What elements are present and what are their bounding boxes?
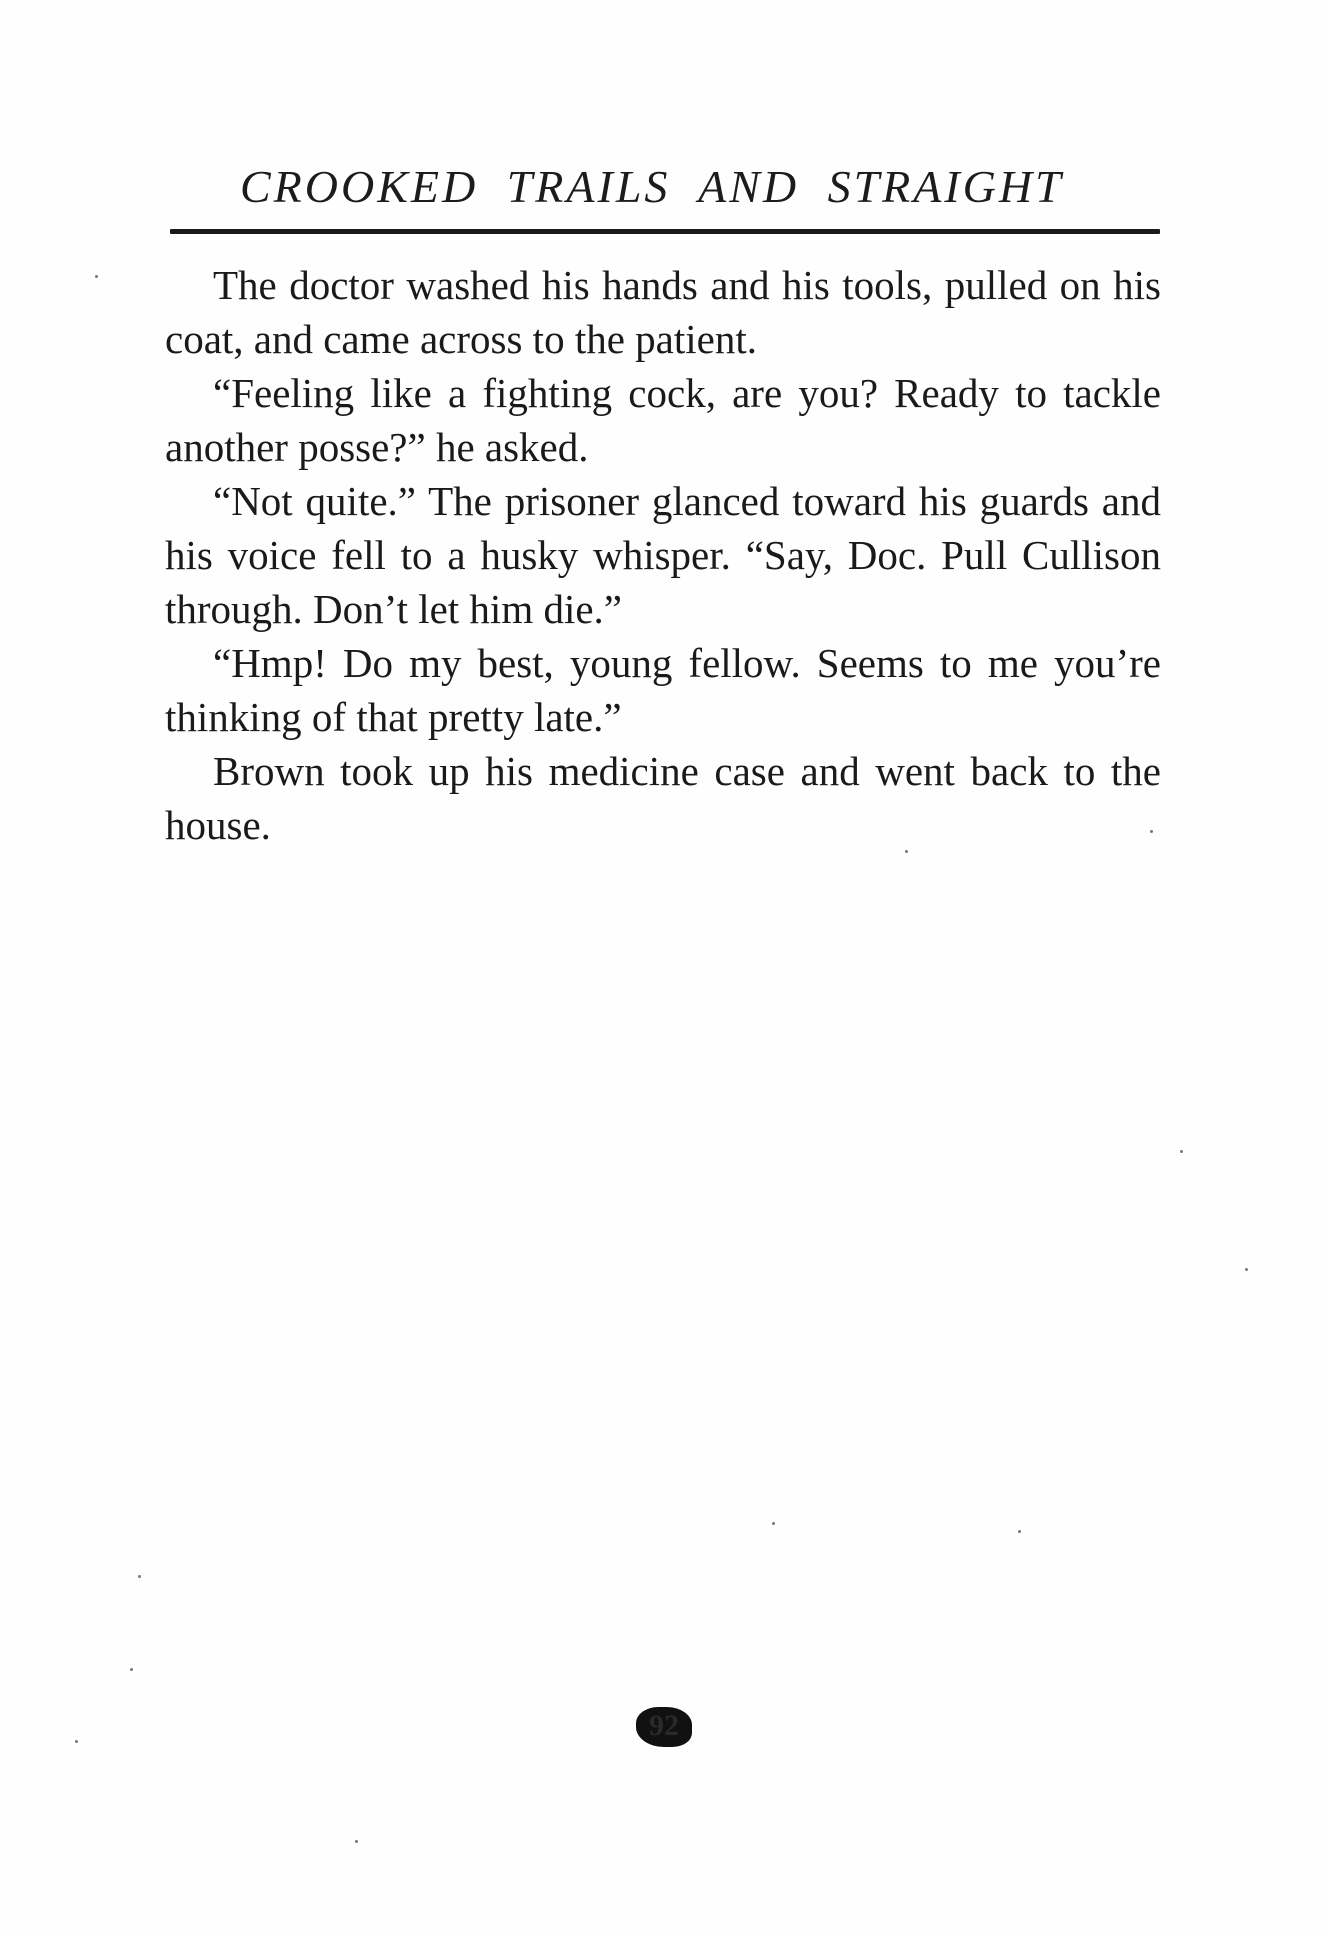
header-rule [170,229,1160,234]
scan-speck [1150,830,1153,833]
paragraph: The doctor washed his hands and his tools, pulled on his coat, and came across to the patient. [165,262,1161,362]
paragraph: “Feeling like a fighting cock, are you? Ready to tackle another posse?” he asked. [165,370,1161,470]
scan-speck [1018,1530,1021,1533]
page-number: 92 [649,1709,679,1742]
paragraph: Brown took up his medicine case and went back to the house. [165,748,1161,848]
scan-speck [772,1522,775,1525]
running-head-title: CROOKED TRAILS AND STRAIGHT [240,161,1064,212]
body-text [165,258,1161,852]
scan-speck [130,1668,133,1671]
scan-speck [905,850,908,853]
scan-speck [95,275,98,278]
scan-speck [1180,1150,1183,1153]
scan-speck [75,1740,78,1743]
running-head [170,160,1160,220]
paragraph: “Hmp! Do my best, young fellow. Seems to me you’re thinking of that pretty late.” [165,640,1161,740]
scan-speck [355,1840,358,1843]
paragraph: “Not quite.” The prisoner glanced toward his guards and his voice fell to a husky whisper. “Say, Doc. Pull Cullison through. Don’t let him die.” [165,478,1161,632]
scan-speck [138,1575,141,1578]
scan-speck [1245,1268,1248,1271]
page-number-smudge [636,1707,692,1747]
